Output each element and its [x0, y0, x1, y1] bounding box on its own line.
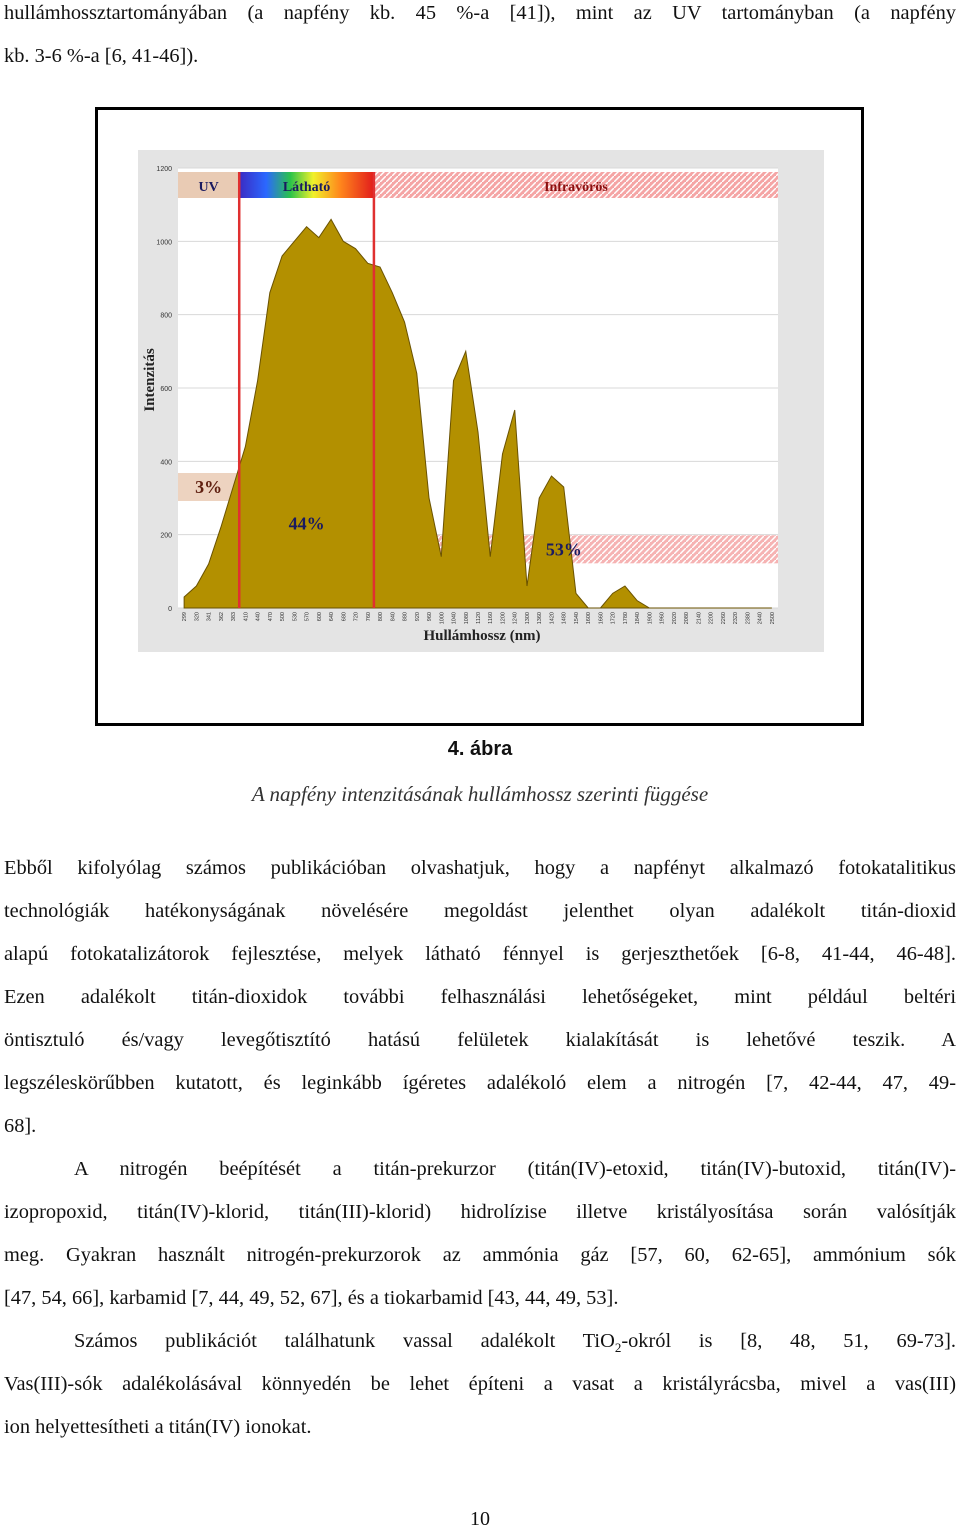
y-tick-label: 400 [160, 459, 172, 467]
text-line: A nitrogén beépítését a titán-prekurzor (titán(IV)-etoxid, titán(IV)-butoxid, titán(IV)- [74, 1158, 956, 1180]
x-tick-label: 760 [365, 612, 372, 622]
text-line: Ebből kifolyólag számos publikációban olvashatjuk, hogy a napfényt alkalmazó fotokatalitikus [4, 857, 956, 879]
text-line: 68]. [4, 1115, 37, 1137]
region-percent: 53% [545, 539, 582, 560]
y-tick-label: 0 [168, 606, 172, 613]
text-line [74, 1320, 956, 1369]
x-tick-label: 1420 [549, 612, 556, 625]
text-line: Vas(III)-sók adalékolásával könnyedén be lehet építeni a vasat a kristályrácsba, mivel a vas(III) [4, 1373, 956, 1395]
text-line: legszéleskörűbben kutatott, és leginkább ígéretes adalékoló elem a nitrogén [7, 42-44, 47, 49- [4, 1072, 956, 1094]
region-label: Látható [282, 180, 331, 195]
x-tick-label: 1960 [659, 612, 666, 625]
x-tick-label: 1160 [488, 612, 495, 624]
region-label: UV [198, 180, 219, 195]
figure-frame [95, 107, 864, 726]
x-tick-label: 2500 [769, 612, 776, 625]
x-tick-label: 410 [243, 612, 250, 622]
x-tick-label: 1600 [586, 612, 593, 625]
text-line: öntisztuló és/vagy levegőtisztító hatású felületek kialakítását is lehetővé teszik. A [4, 1029, 956, 1051]
x-tick-label: 530 [292, 612, 299, 622]
x-tick-label: 1240 [512, 612, 519, 625]
x-tick-label: 470 [267, 612, 274, 622]
y-tick-label: 1200 [156, 166, 172, 173]
text-line: [47, 54, 66], karbamid [7, 44, 49, 52, 67], és a tiokarbamid [43, 44, 49, 53]. [4, 1287, 619, 1309]
x-tick-label: 960 [427, 612, 434, 622]
x-tick-label: 2380 [745, 612, 752, 625]
text-segment: -okról is [8, 48, 51, 69-73]. [621, 1330, 956, 1352]
x-tick-label: 320 [194, 612, 201, 622]
x-tick-label: 800 [378, 612, 385, 622]
x-tick-label: 1900 [647, 612, 654, 625]
x-tick-label: 2440 [757, 612, 764, 625]
spectrum-chart [98, 110, 861, 723]
x-tick-label: 1080 [463, 612, 470, 625]
x-tick-label: 840 [390, 612, 397, 622]
text-line: alapú fotokatalizátorok fejlesztése, melyek látható fénnyel is gerjeszthetőek [6-8, 41-44, 46-48]. [4, 943, 956, 965]
x-tick-label: 1300 [524, 612, 531, 625]
x-tick-label: 1040 [451, 612, 458, 625]
x-tick-label: 720 [353, 612, 360, 622]
text-line: kb. 3-6 %-a [6, 41-46]). [4, 45, 199, 67]
region-percent: 44% [288, 513, 325, 534]
x-tick-label: 600 [316, 612, 323, 622]
x-tick-label: 2260 [720, 612, 727, 625]
x-tick-label: 1660 [598, 612, 605, 625]
region-label: Infravörös [544, 180, 608, 195]
text-line: meg. Gyakran használt nitrogén-prekurzorok az ammónia gáz [57, 60, 62-65], ammónium sók [4, 1244, 956, 1266]
x-tick-label: 299 [182, 612, 189, 622]
x-tick-label: 1360 [537, 612, 544, 625]
text-line: hullámhossztartományában (a napfény kb. 45 %-a [41]), mint az UV tartományban (a napfény [4, 2, 956, 24]
y-tick-label: 1000 [156, 239, 172, 247]
text-segment: Számos publikációt találhatunk vassal adalékolt TiO [74, 1330, 615, 1352]
region-percent: 3% [195, 477, 223, 497]
x-tick-label: 2140 [696, 612, 703, 625]
x-tick-label: 2200 [708, 612, 715, 625]
x-tick-label: 1780 [622, 612, 629, 625]
page-number: 10 [470, 1508, 490, 1530]
figure-number: 4. ábra [447, 738, 513, 760]
x-tick-label: 2020 [671, 612, 678, 625]
subscript: 2 [614, 1340, 622, 1356]
y-tick-label: 600 [160, 386, 172, 393]
x-tick-label: 880 [402, 612, 409, 622]
text-line: technológiák hatékonyságának növelésére megoldást jelenthet olyan adalékolt titán-dioxid [4, 900, 956, 922]
text-line: izopropoxid, titán(IV)-klorid, titán(III)-klorid) hidrolízise illetve kristályosítása során valósítják [4, 1201, 956, 1223]
x-tick-label: 570 [304, 612, 311, 622]
x-tick-label: 1840 [635, 612, 642, 625]
x-tick-label: 1120 [476, 612, 482, 624]
x-tick-label: 1480 [561, 612, 568, 625]
x-tick-label: 341 [206, 612, 213, 622]
y-axis-label: Intenzitás [142, 348, 158, 412]
figure-caption: A napfény intenzitásának hullámhossz szerinti függése [251, 782, 709, 806]
text-line: Ezen adalékolt titán-dioxidok további felhasználási lehetőségeket, mint például beltéri [4, 986, 956, 1008]
x-tick-label: 362 [218, 612, 225, 622]
x-axis-label: Hullámhossz (nm) [423, 628, 541, 644]
x-tick-label: 500 [280, 612, 287, 622]
y-tick-label: 800 [160, 312, 172, 320]
x-tick-label: 1720 [610, 612, 617, 625]
y-tick-label: 200 [160, 532, 172, 540]
x-tick-label: 1200 [500, 612, 507, 625]
x-tick-label: 1000 [439, 612, 446, 625]
x-tick-label: 2320 [733, 612, 740, 625]
x-tick-label: 440 [255, 612, 262, 622]
x-tick-label: 1540 [573, 612, 580, 625]
x-tick-label: 680 [341, 612, 348, 622]
x-tick-label: 2080 [684, 612, 691, 625]
x-tick-label: 383 [231, 612, 238, 622]
text-line: ion helyettesítheti a titán(IV) ionokat. [4, 1416, 312, 1438]
x-tick-label: 640 [329, 612, 336, 622]
x-tick-label: 920 [414, 612, 421, 622]
